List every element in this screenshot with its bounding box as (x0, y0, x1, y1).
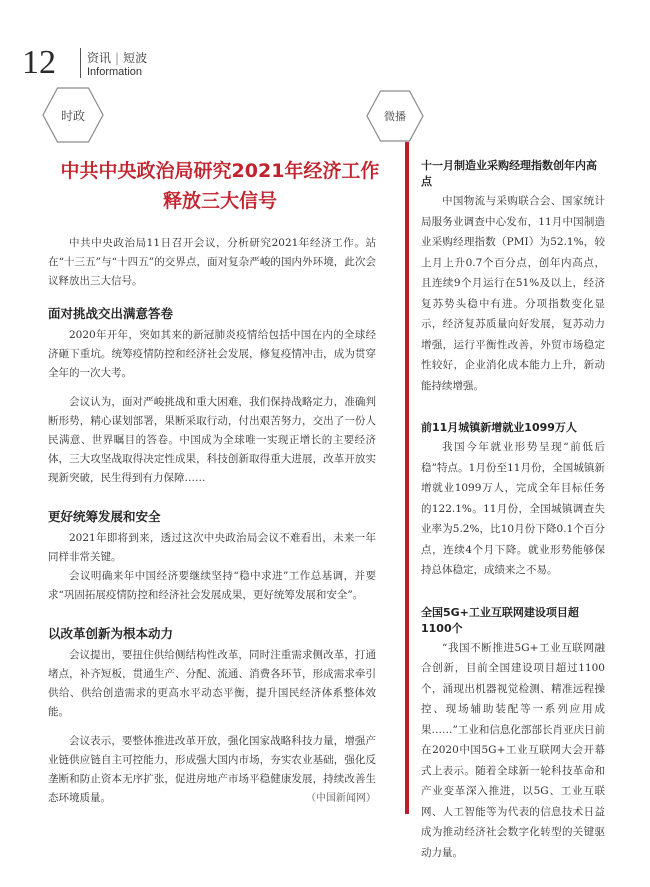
subsection-name: 短波 (123, 51, 148, 65)
paragraph: 会议提出，要扭住供给侧结构性改革，同时注重需求侧改革，打通堵点，补齐短板，贯通生产、分配、流通、消费各环节，形成需求牵引供给、供给创造需求的更高水平动态平衡，提升国民经济体系整体效能。 (48, 649, 376, 718)
brief-body: 中国物流与采购联合会、国家统计局服务业调查中心发布，11月中国制造业采购经理指数（PMI）为52.1%，较上月上升0.7个百分点，创年内高点，且连续9个月运行在51%及以上，经济复苏势头稳中有进。分项指数变化显示，经济复苏质量向好发展，复苏动力增强，运行平衡性改善，外贸市场稳定性较好，企业消化成本能力上升，新动能持续增强。 (421, 195, 605, 392)
politics-tag (42, 87, 104, 143)
brief-body: 我国今年就业形势呈现“前低后稳”特点。1月份至11月份，全国城镇新增就业1099万人，完成全年目标任务的122.1%。11月份，全国城镇调查失业率为5.2%，比10月份下降0.1个百分点，连续4个月下降。就业形势能够保持总体稳定，成绩来之不易。 (421, 441, 605, 576)
section-name: 资讯 (87, 51, 112, 65)
brief-heading: 十一月制造业采购经理指数创年内高点 (421, 159, 597, 188)
column-divider (405, 142, 409, 814)
main-article (48, 234, 376, 804)
microcast-tag (366, 90, 424, 142)
article-lead: 中共中央政治局11日召开会议，分析研究2021年经济工作。站在“十三五”与“十四五”的交界点，面对复杂严峻的国内外环境，此次会议释放出三大信号。 (48, 237, 376, 287)
section-separator: | (115, 51, 120, 65)
paragraph: 2021年即将到来，透过这次中央政治局会议不难看出，未来一年同样非常关键。 (48, 532, 376, 563)
article-title (60, 156, 380, 216)
section-heading: 面对挑战交出满意答卷 (48, 306, 174, 321)
section-label (87, 49, 147, 66)
news-brief (421, 158, 605, 396)
header-divider (80, 48, 81, 78)
microcast-tag-label: 微播 (384, 110, 406, 123)
paragraph: 会议明确来年中国经济要继续坚持“稳中求进”工作总基调，并要求“巩固拓展疫情防控和经济社会发展成果，更好统筹发展和安全”。 (48, 570, 376, 601)
news-brief (421, 605, 605, 864)
news-briefs (421, 158, 605, 887)
section-heading: 以改革创新为根本动力 (48, 626, 174, 641)
paragraph: 会议认为，面对严峻挑战和重大困难，我们保持战略定力，准确判断形势，精心谋划部署，果断采取行动，付出艰苦努力，交出了一份人民满意、世界瞩目的答卷。中国成为全球唯一实现正增长的主要经济体，三大攻坚战取得决定性成果，科技创新取得重大进展，改革开放实现新突破，民生得到有力保障…… (48, 396, 376, 484)
article-title-line1: 中共中央政治局研究2021年经济工作 (60, 160, 380, 182)
section-name-english: Information (87, 66, 143, 78)
politics-tag-label: 时政 (60, 108, 85, 123)
article-title-line2: 释放三大信号 (162, 190, 277, 212)
brief-body: “我国不断推进5G+工业互联网融合创新，目前全国建设项目超过1100个，涌现出机器视觉检测、精准远程操控、现场辅助装配等一系列应用成果……”工业和信息化部部长肖亚庆日前在2020中国5G+工业互联网大会开幕式上表示。随着全球新一轮科技革命和产业变革深入推进，以5G、工业互联网、人工智能等为代表的信息技术日益成为推动经济社会数字化转型的关键驱动力量。 (421, 641, 605, 859)
section-heading: 更好统筹发展和安全 (48, 509, 161, 524)
paragraph: 2020年开年，突如其来的新冠肺炎疫情给包括中国在内的全球经济砸下重坑。统筹疫情防控和经济社会发展，修复疫情冲击，成为贯穿全年的一次大考。 (48, 329, 376, 379)
news-brief (421, 420, 605, 581)
paragraph: 会议表示，要整体推进改革开放，强化国家战略科技力量，增强产业链供应链自主可控能力，形成强大国内市场，夯实农业基础，强化反垄断和防止资本无序扩张，促进房地产市场平稳健康发展，持续改善生态环境质量。 (48, 735, 376, 804)
brief-heading: 全国5G+工业互联网建设项目超1100个 (421, 605, 579, 635)
article-source: （中国新闻网） (306, 793, 376, 804)
brief-heading: 前11月城镇新增就业1099万人 (421, 421, 577, 434)
page-number: 12 (22, 44, 56, 81)
